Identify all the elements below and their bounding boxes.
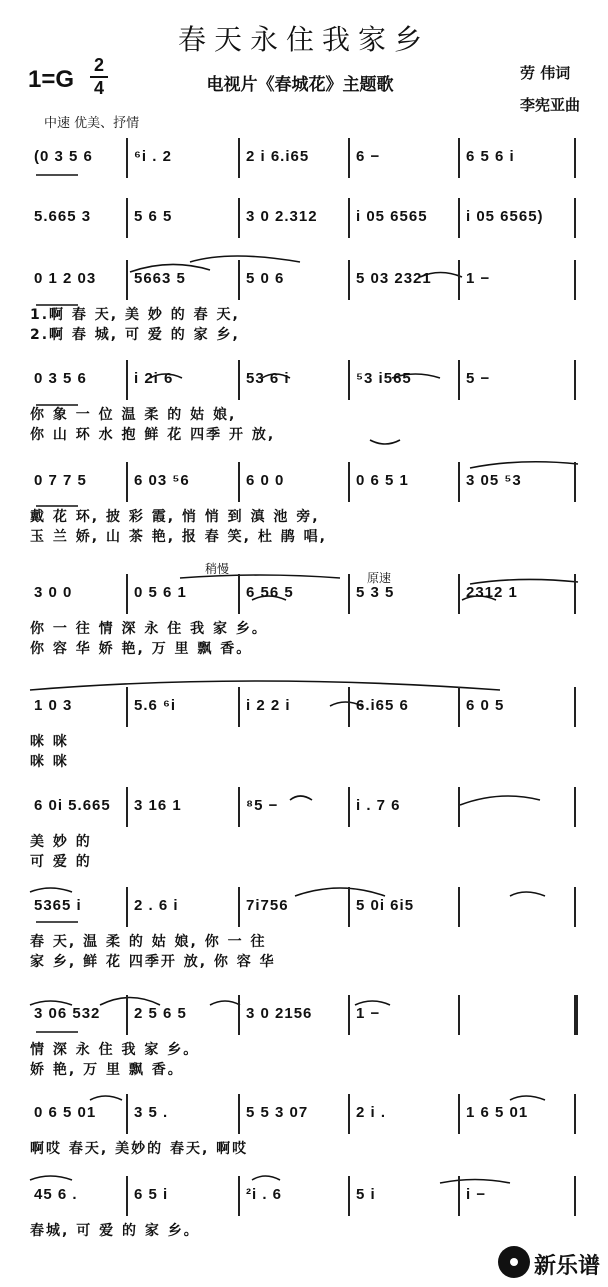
bar-line bbox=[458, 1094, 460, 1134]
bar-line bbox=[126, 1094, 128, 1134]
bar-line bbox=[238, 887, 240, 927]
bar-line bbox=[238, 1176, 240, 1216]
bar-line bbox=[238, 138, 240, 178]
lyric-line: 啊哎 春天, 美妙的 春天, 啊哎 bbox=[30, 1141, 249, 1157]
measure-notes: 5.6 ⁶i bbox=[134, 697, 177, 714]
measure-notes: ⁸5 − bbox=[246, 797, 279, 814]
bar-line bbox=[126, 887, 128, 927]
bar-line bbox=[238, 462, 240, 502]
measure-notes: ⁶i . 2 bbox=[134, 148, 172, 165]
bar-line bbox=[348, 198, 350, 238]
bar-line bbox=[574, 462, 576, 502]
measure-notes: 5.665 3 bbox=[34, 208, 92, 225]
slow-marking: 稍慢 bbox=[205, 562, 230, 576]
bar-line bbox=[574, 360, 576, 400]
bar-line bbox=[458, 574, 460, 614]
measure-notes: 0 7 7 5 bbox=[34, 472, 87, 489]
lyric-line: 咪 咪 bbox=[30, 734, 69, 750]
song-title: 春天永住我家乡 bbox=[177, 23, 430, 56]
slur bbox=[30, 888, 72, 892]
bar-line bbox=[458, 687, 460, 727]
bar-line bbox=[348, 687, 350, 727]
measure-notes: i − bbox=[466, 1186, 487, 1203]
watermark-logo bbox=[498, 1246, 602, 1280]
bar-line bbox=[348, 1094, 350, 1134]
slur bbox=[252, 1176, 280, 1180]
lyric-line: 春城, 可 爱 的 家 乡。 bbox=[30, 1223, 200, 1239]
slur bbox=[470, 462, 578, 468]
bar-line bbox=[126, 260, 128, 300]
bar-line bbox=[126, 138, 128, 178]
bar-line bbox=[574, 687, 576, 727]
measure-notes: 0 1 2 03 bbox=[34, 270, 97, 287]
lyric-line: 家 乡, 鲜 花 四季开 放, 你 容 华 bbox=[30, 954, 276, 970]
measure-notes: 45 6 . bbox=[34, 1186, 78, 1203]
bar-line bbox=[458, 887, 460, 927]
bar-line bbox=[238, 360, 240, 400]
measure-notes: 2 5 6 5 bbox=[134, 1005, 187, 1022]
bar-line bbox=[458, 1176, 460, 1216]
measure-notes: 5 − bbox=[466, 370, 491, 387]
measure-notes: 1 − bbox=[466, 270, 491, 287]
measure-notes: 2312 1 bbox=[466, 584, 518, 601]
measure-notes: i 05 6565 bbox=[356, 208, 428, 225]
bar-line bbox=[458, 787, 460, 827]
bar-line bbox=[238, 574, 240, 614]
watermark-text: 新乐谱 bbox=[534, 1254, 601, 1279]
time-signature-bottom: 4 bbox=[93, 78, 104, 98]
measure-notes: 6 5 i bbox=[134, 1186, 169, 1203]
measure-notes: 5 0i 6i5 bbox=[356, 897, 415, 914]
measure-notes: 3 16 1 bbox=[134, 797, 182, 814]
slur bbox=[30, 681, 500, 690]
measure-notes: 6 5 6 i bbox=[466, 148, 515, 165]
measure-notes: 0 5 6 1 bbox=[134, 584, 187, 601]
measure-notes: 3 06 532 bbox=[34, 1005, 101, 1022]
bar-line bbox=[126, 687, 128, 727]
measure-notes: 6 56 5 bbox=[246, 584, 294, 601]
slur bbox=[440, 1180, 510, 1184]
slur bbox=[290, 796, 312, 800]
bar-line bbox=[348, 995, 350, 1035]
lyric-line: 你 容 华 娇 艳, 万 里 飘 香。 bbox=[30, 641, 253, 657]
bar-line bbox=[238, 687, 240, 727]
bar-line bbox=[574, 260, 576, 300]
measure-notes: 2 . 6 i bbox=[134, 897, 179, 914]
bar-line bbox=[574, 1176, 576, 1216]
slur bbox=[210, 1001, 240, 1005]
measure-notes: 2 i . bbox=[356, 1104, 387, 1121]
slur bbox=[30, 1176, 72, 1180]
measure-notes: 6 0 0 bbox=[246, 472, 285, 489]
bar-line bbox=[348, 574, 350, 614]
bar-line bbox=[126, 198, 128, 238]
tempo-marking: 中速 优美、抒情 bbox=[44, 116, 140, 131]
lyric-line: 2.啊 春 城, 可 爱 的 家 乡, bbox=[30, 327, 240, 343]
bar-line bbox=[574, 995, 578, 1035]
measure-notes: 5663 5 bbox=[134, 270, 186, 287]
lyric-line: 你 一 往 情 深 永 住 我 家 乡。 bbox=[30, 621, 268, 637]
bar-line bbox=[348, 462, 350, 502]
bar-line bbox=[126, 995, 128, 1035]
measure-notes: 7i756 bbox=[246, 897, 289, 914]
measure-notes: 5 5 3 07 bbox=[246, 1104, 309, 1121]
slur bbox=[370, 440, 400, 444]
bar-line bbox=[458, 462, 460, 502]
measure-notes: 5 0 6 bbox=[246, 270, 285, 287]
measure-notes: i . 7 6 bbox=[356, 797, 401, 814]
bar-line bbox=[238, 787, 240, 827]
bar-line bbox=[348, 787, 350, 827]
bar-line bbox=[458, 198, 460, 238]
measure-notes: ⁵3 i565 bbox=[356, 370, 412, 387]
lyric-line: 咪 咪 bbox=[30, 754, 69, 770]
composer: 李宪亚曲 bbox=[520, 96, 581, 114]
measure-notes: 1 6 5 01 bbox=[466, 1104, 529, 1121]
subtitle: 电视片《春城花》主题歌 bbox=[206, 75, 394, 95]
measure-notes: 0 6 5 1 bbox=[356, 472, 409, 489]
measure-notes: 6.i65 6 bbox=[356, 697, 409, 714]
bar-line bbox=[238, 995, 240, 1035]
measure-notes: 5 6 5 bbox=[134, 208, 173, 225]
lyric-line: 戴 花 环, 披 彩 霞, 悄 悄 到 滇 池 旁, bbox=[30, 509, 320, 525]
measure-notes: 1 0 3 bbox=[34, 697, 73, 714]
bar-line bbox=[458, 138, 460, 178]
record-icon bbox=[498, 1246, 530, 1278]
bar-line bbox=[348, 887, 350, 927]
measure-notes: 0 6 5 01 bbox=[34, 1104, 97, 1121]
measure-notes: 3 05 ⁵3 bbox=[466, 472, 522, 489]
bar-line bbox=[238, 198, 240, 238]
bar-line bbox=[348, 138, 350, 178]
slur bbox=[460, 796, 540, 805]
bar-line bbox=[458, 360, 460, 400]
measure-notes: 5 3 5 bbox=[356, 584, 395, 601]
key-signature: 1=G bbox=[28, 66, 75, 93]
bar-line bbox=[126, 360, 128, 400]
measure-notes: 1 − bbox=[356, 1005, 381, 1022]
lyric-line: 1.啊 春 天, 美 妙 的 春 天, bbox=[30, 307, 240, 323]
measure-notes: 6 03 ⁵6 bbox=[134, 472, 190, 489]
bar-line bbox=[348, 1176, 350, 1216]
slur bbox=[90, 1096, 122, 1100]
bar-line bbox=[574, 787, 576, 827]
bar-line bbox=[348, 260, 350, 300]
bar-line bbox=[458, 995, 460, 1035]
measure-notes: 0 3 5 6 bbox=[34, 370, 87, 387]
measure-notes: 6 0i 5.665 bbox=[34, 797, 111, 814]
lyric-line: 你 山 环 水 抱 鲜 花 四季 开 放, bbox=[30, 427, 276, 443]
bar-line bbox=[574, 574, 576, 614]
slur bbox=[510, 892, 545, 896]
measure-notes: 3 0 2156 bbox=[246, 1005, 313, 1022]
bar-line bbox=[574, 1094, 576, 1134]
lyric-line: 玉 兰 娇, 山 茶 艳, 报 春 笑, 杜 鹃 唱, bbox=[30, 529, 327, 545]
bar-line bbox=[126, 574, 128, 614]
bar-line bbox=[126, 462, 128, 502]
original-tempo-marking: 原速 bbox=[367, 571, 392, 585]
lyricist: 劳 伟词 bbox=[520, 64, 571, 82]
bar-line bbox=[574, 198, 576, 238]
bar-line bbox=[126, 1176, 128, 1216]
bar-line bbox=[574, 138, 576, 178]
slur bbox=[190, 256, 300, 262]
measure-notes: (0 3 5 6 bbox=[34, 148, 93, 165]
lyric-line: 情 深 永 住 我 家 乡。 bbox=[30, 1042, 200, 1058]
measure-notes: 53 6 i bbox=[246, 370, 290, 387]
bar-line bbox=[574, 887, 576, 927]
measure-notes: 3 0 2.312 bbox=[246, 208, 318, 225]
measure-notes: 3 5 . bbox=[134, 1104, 169, 1121]
bar-line bbox=[238, 260, 240, 300]
measure-notes: 5 i bbox=[356, 1186, 376, 1203]
lyric-line: 娇 艳, 万 里 飘 香。 bbox=[30, 1062, 184, 1078]
measure-notes: 5 03 2321 bbox=[356, 270, 432, 287]
bar-line bbox=[126, 787, 128, 827]
slur bbox=[295, 888, 385, 896]
measure-notes: i 2i 6 bbox=[134, 370, 174, 387]
measure-notes: 5365 i bbox=[34, 897, 82, 914]
measure-notes: i 05 6565) bbox=[466, 208, 544, 225]
lyric-line: 可 爱 的 bbox=[30, 854, 92, 870]
bar-line bbox=[458, 260, 460, 300]
measure-notes: 6 − bbox=[356, 148, 381, 165]
lyric-line: 你 象 一 位 温 柔 的 姑 娘, bbox=[30, 407, 237, 423]
measure-notes: i 2 2 i bbox=[246, 697, 291, 714]
measure-notes: 3 0 0 bbox=[34, 584, 73, 601]
slur bbox=[100, 998, 160, 1006]
lyric-line: 春 天, 温 柔 的 姑 娘, 你 一 往 bbox=[30, 934, 267, 950]
measure-notes: ²i . 6 bbox=[246, 1186, 283, 1203]
time-signature-top: 2 bbox=[93, 55, 104, 75]
measure-notes: 2 i 6.i65 bbox=[246, 148, 310, 165]
bar-line bbox=[348, 360, 350, 400]
bar-line bbox=[238, 1094, 240, 1134]
slur bbox=[510, 1096, 545, 1100]
lyric-line: 美 妙 的 bbox=[30, 834, 92, 850]
slur bbox=[180, 575, 340, 578]
measure-notes: 6 0 5 bbox=[466, 697, 505, 714]
